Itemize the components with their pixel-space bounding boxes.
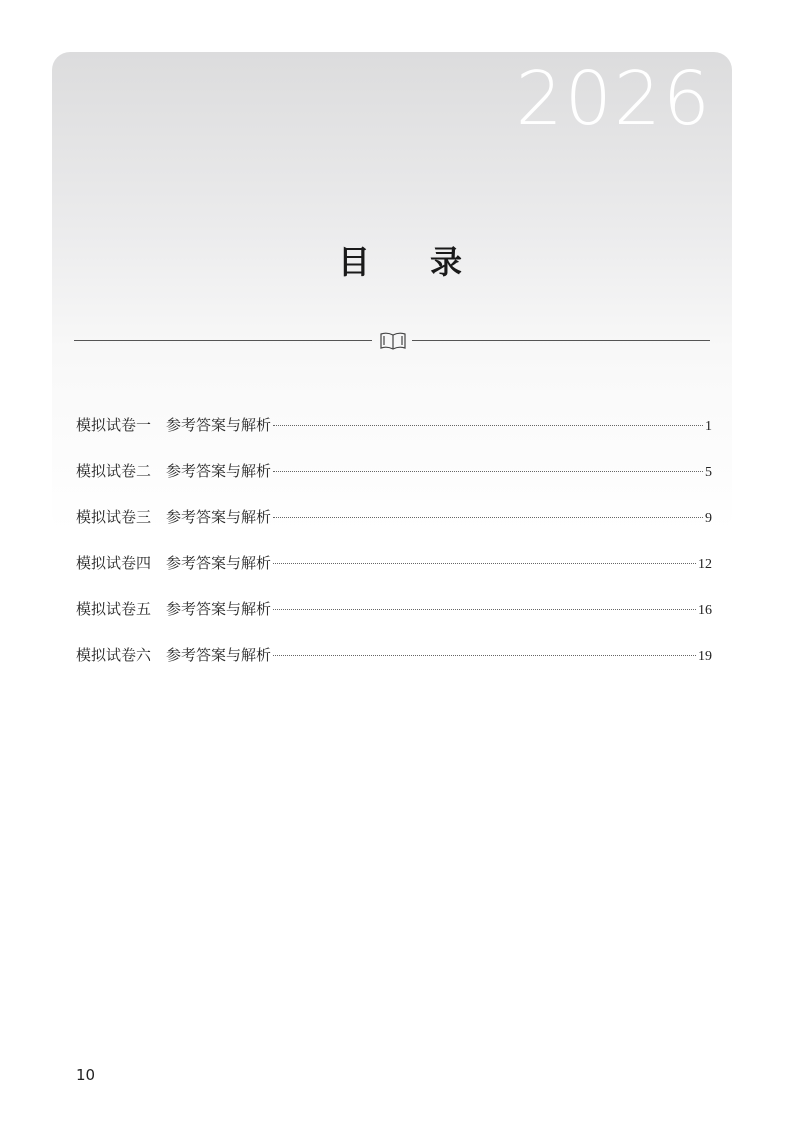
page-title bbox=[0, 242, 800, 282]
toc-entry[interactable] bbox=[76, 414, 712, 460]
toc-section-title: 参考答案与解析 bbox=[166, 646, 272, 664]
toc-entry[interactable] bbox=[76, 644, 712, 690]
toc-section-title: 参考答案与解析 bbox=[166, 462, 272, 480]
toc-section-title: 参考答案与解析 bbox=[166, 416, 272, 434]
toc-page-number: 16 bbox=[698, 603, 712, 618]
toc-entry[interactable] bbox=[76, 552, 712, 598]
title-divider bbox=[74, 330, 710, 352]
divider-line-right bbox=[412, 340, 710, 341]
toc-entry[interactable] bbox=[76, 460, 712, 506]
year-watermark: 2026 bbox=[515, 56, 712, 142]
toc-page-number: 9 bbox=[705, 511, 712, 526]
toc-section-title: 参考答案与解析 bbox=[166, 554, 272, 572]
dot-leader bbox=[273, 471, 703, 472]
toc-paper-title: 模拟试卷六 bbox=[76, 646, 152, 664]
dot-leader bbox=[273, 517, 703, 518]
toc-entry[interactable] bbox=[76, 506, 712, 552]
toc-page-number: 1 bbox=[705, 419, 712, 434]
toc-section-title: 参考答案与解析 bbox=[166, 600, 272, 618]
table-of-contents bbox=[76, 414, 712, 690]
toc-page-number: 5 bbox=[705, 465, 712, 480]
toc-paper-title: 模拟试卷三 bbox=[76, 508, 152, 526]
toc-page-number: 12 bbox=[698, 557, 712, 572]
toc-paper-title: 模拟试卷二 bbox=[76, 462, 152, 480]
toc-section-title: 参考答案与解析 bbox=[166, 508, 272, 526]
dot-leader bbox=[273, 609, 696, 610]
title-char-2: 录 bbox=[430, 243, 463, 281]
toc-paper-title: 模拟试卷四 bbox=[76, 554, 152, 572]
divider-line-left bbox=[74, 340, 372, 341]
toc-page-number: 19 bbox=[698, 649, 712, 664]
dot-leader bbox=[273, 563, 696, 564]
page-number: 10 bbox=[76, 1066, 96, 1084]
toc-paper-title: 模拟试卷一 bbox=[76, 416, 152, 434]
toc-entry[interactable] bbox=[76, 598, 712, 644]
toc-paper-title: 模拟试卷五 bbox=[76, 600, 152, 618]
dot-leader bbox=[273, 425, 703, 426]
title-char-1: 目 bbox=[337, 243, 370, 281]
open-book-icon bbox=[378, 330, 408, 352]
dot-leader bbox=[273, 655, 696, 656]
